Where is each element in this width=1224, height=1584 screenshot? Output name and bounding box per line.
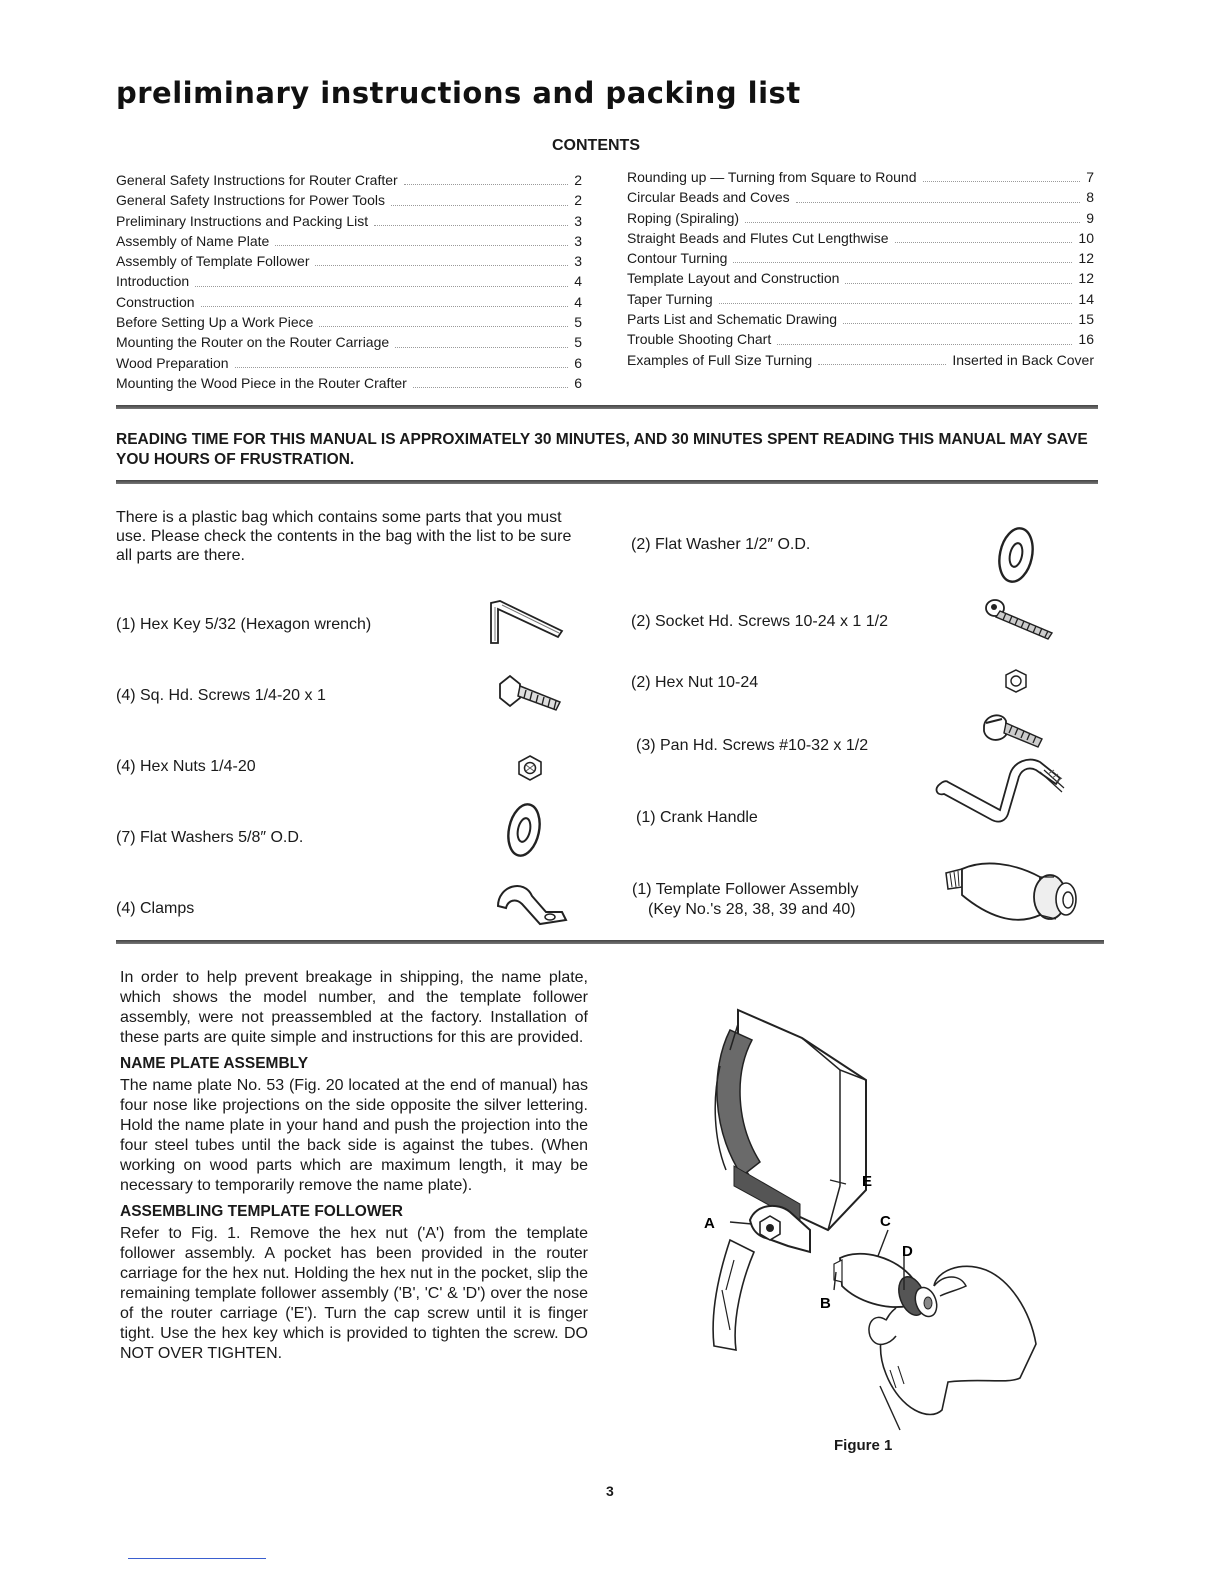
toc-entry	[116, 231, 582, 251]
toc-entry-page: 10	[1078, 229, 1094, 246]
toc-entry	[627, 309, 1094, 329]
toc-leader-dots	[395, 332, 568, 347]
toc-entry-title: Circular Beads and Coves	[627, 189, 790, 206]
toc-leader-dots	[719, 289, 1073, 304]
figure-label-d: D	[902, 1243, 913, 1260]
flat-washer-icon	[994, 525, 1038, 585]
hex-key-icon	[486, 597, 566, 647]
toc-leader-dots	[275, 231, 568, 246]
toc-entry-page: 3	[574, 212, 582, 229]
template-follower-paragraph: Refer to Fig. 1. Remove the hex nut ('A') from the template follower assembly. A pocket has been provided in the router carriage for the hex nut. Holding the hex nut in the pocket, slip the remaining template follower assembly ('B', 'C' & 'D') over the nose of the router carriage ('E'). Turn the cap screw until it is finger tight. Use the hex key which is provided to tighten the screw. DO NOT OVER TIGHTEN.	[120, 1225, 588, 1362]
template-follower-heading: ASSEMBLING TEMPLATE FOLLOWER	[120, 1203, 404, 1220]
toc-entry	[116, 170, 582, 190]
toc-leader-dots	[201, 292, 569, 307]
toc-leader-dots	[843, 309, 1072, 324]
toc-entry	[116, 312, 582, 332]
toc-entry-title: Roping (Spiraling)	[627, 209, 740, 226]
toc-entry	[627, 268, 1094, 288]
toc-entry-page: 2	[574, 192, 582, 209]
toc-entry-title: General Safety Instructions for Power Tools	[116, 192, 385, 209]
toc-leader-dots	[404, 170, 569, 185]
part-hex-nuts: (4) Hex Nuts 1/4-20	[116, 758, 256, 775]
bag-intro-text: There is a plastic bag which contains some parts that you must use. Please check the contents in the bag with the list to be sure all parts are there.	[116, 509, 572, 564]
toc-entry-title: Construction	[116, 293, 195, 310]
toc-entry-title: Contour Turning	[627, 250, 728, 267]
assembly-text-column	[120, 968, 588, 1364]
hex-nut-icon	[1004, 669, 1028, 693]
toc-entry	[627, 350, 1094, 370]
toc-entry	[116, 211, 582, 231]
part-template-follower-label: (1) Template Follower Assembly	[632, 881, 859, 898]
toc-entry-page: 6	[574, 374, 582, 391]
figure-1-illustration	[690, 990, 1070, 1430]
part-crank-handle: (1) Crank Handle	[636, 809, 758, 826]
toc-entry-page: 8	[1086, 189, 1094, 206]
toc-entry-title: Rounding up — Turning from Square to Round	[627, 169, 917, 185]
divider	[116, 480, 1098, 484]
part-pan-head-screws: (3) Pan Hd. Screws #10-32 x 1/2	[636, 737, 869, 754]
footer-line	[128, 1558, 266, 1559]
figure-label-e: E	[862, 1173, 873, 1190]
toc-entry	[116, 332, 582, 352]
toc-entry-title: Assembly of Name Plate	[116, 232, 270, 249]
template-follower-icon	[944, 855, 1084, 935]
toc-entry	[627, 187, 1094, 207]
toc-leader-dots	[895, 228, 1073, 243]
toc-entry-page: 6	[574, 354, 582, 371]
crank-handle-icon	[932, 758, 1068, 834]
socket-head-screw-icon	[984, 597, 1058, 641]
toc-entry	[116, 373, 582, 393]
toc-entry-title: Mounting the Router on the Router Carriage	[116, 334, 390, 351]
pan-head-screw-icon	[980, 709, 1048, 755]
toc-entry-page: 3	[574, 232, 582, 249]
toc-leader-dots	[391, 190, 568, 205]
toc-entry-page: 9	[1086, 209, 1094, 226]
contents-heading: CONTENTS	[552, 137, 640, 154]
figure-label-c: C	[880, 1213, 891, 1230]
part-hex-key: (1) Hex Key 5/32 (Hexagon wrench)	[116, 616, 372, 633]
toc-entry	[116, 292, 582, 312]
part-flat-washers: (7) Flat Washers 5/8″ O.D.	[116, 829, 304, 846]
toc-entry-title: General Safety Instructions for Router Crafter	[116, 172, 398, 188]
toc-entry-page: 4	[574, 273, 582, 290]
toc-leader-dots	[319, 312, 568, 327]
part-hex-nut-10-24: (2) Hex Nut 10-24	[631, 674, 759, 691]
toc-entry-title: Before Setting Up a Work Piece	[116, 314, 314, 331]
toc-entry-title: Taper Turning	[627, 290, 713, 307]
page-number: 3	[606, 1483, 614, 1499]
page-title: preliminary instructions and packing list	[116, 76, 801, 110]
toc-entry-page: 4	[574, 293, 582, 310]
reading-time-notice: READING TIME FOR THIS MANUAL IS APPROXIMATELY 30 MINUTES, AND 30 MINUTES SPENT READING THIS MANUAL MAY SAVE YOU HOURS OF FRUSTRATION.	[116, 431, 1088, 468]
divider	[116, 405, 1098, 409]
toc-entry-page: 12	[1078, 270, 1094, 287]
part-template-follower	[632, 880, 858, 920]
toc-entry	[627, 208, 1094, 228]
toc-entry-title: Introduction	[116, 273, 190, 290]
toc-entry	[627, 329, 1094, 349]
toc-entry-page: 12	[1078, 250, 1094, 267]
name-plate-heading: NAME PLATE ASSEMBLY	[120, 1055, 309, 1072]
toc-leader-dots	[923, 167, 1081, 182]
toc-leader-dots	[413, 373, 568, 388]
toc-entry-page: 2	[574, 172, 582, 188]
toc-entry-page: 14	[1078, 290, 1094, 307]
toc-entry	[116, 353, 582, 373]
toc-entry	[116, 190, 582, 210]
part-square-head-screws: (4) Sq. Hd. Screws 1/4-20 x 1	[116, 687, 326, 704]
toc-entry-page: 16	[1078, 331, 1094, 348]
toc-entry-page: 3	[574, 253, 582, 270]
toc-entry	[627, 167, 1094, 187]
square-head-screw-icon	[496, 670, 566, 712]
toc-entry	[116, 271, 582, 291]
toc-entry-title: Straight Beads and Flutes Cut Lengthwise	[627, 229, 889, 246]
hex-nut-icon	[517, 755, 543, 781]
toc-left-column	[116, 170, 582, 393]
toc-entry-page: 5	[574, 334, 582, 351]
toc-right-column	[627, 167, 1094, 370]
part-flat-washer-half: (2) Flat Washer 1/2″ O.D.	[631, 536, 811, 553]
figure-label-b: B	[820, 1295, 831, 1312]
toc-entry-page: Inserted in Back Cover	[952, 351, 1094, 368]
toc-leader-dots	[195, 271, 568, 286]
toc-entry-title: Assembly of Template Follower	[116, 253, 310, 270]
toc-leader-dots	[374, 211, 568, 226]
toc-entry-title: Parts List and Schematic Drawing	[627, 311, 838, 328]
toc-leader-dots	[796, 187, 1081, 202]
toc-leader-dots	[235, 353, 569, 368]
divider	[116, 940, 1104, 944]
part-clamps: (4) Clamps	[116, 900, 195, 917]
toc-entry-page: 15	[1078, 311, 1094, 328]
figure-caption: Figure 1	[834, 1437, 893, 1454]
toc-entry-page: 7	[1086, 169, 1094, 185]
toc-entry	[116, 251, 582, 271]
toc-entry	[627, 289, 1094, 309]
toc-leader-dots	[745, 208, 1080, 223]
toc-entry-title: Preliminary Instructions and Packing List	[116, 212, 369, 229]
toc-entry-title: Examples of Full Size Turning	[627, 351, 813, 368]
toc-entry-page: 5	[574, 314, 582, 331]
toc-entry	[627, 228, 1094, 248]
toc-entry-title: Mounting the Wood Piece in the Router Crafter	[116, 374, 407, 391]
toc-entry-title: Wood Preparation	[116, 354, 229, 371]
body-intro-paragraph: In order to help prevent breakage in shipping, the name plate, which shows the model number, and the template follower assembly, were not preassembled at the factory. Installation of these parts are quite simple and instructions for this are provided.	[120, 969, 588, 1046]
clamp-icon	[494, 876, 570, 930]
part-socket-head-screws: (2) Socket Hd. Screws 10-24 x 1 1/2	[631, 613, 888, 630]
flat-washer-icon	[504, 801, 544, 859]
toc-entry-title: Template Layout and Construction	[627, 270, 840, 287]
toc-leader-dots	[777, 329, 1072, 344]
figure-label-a: A	[704, 1215, 715, 1232]
toc-entry	[627, 248, 1094, 268]
toc-leader-dots	[845, 268, 1072, 283]
toc-leader-dots	[818, 350, 946, 365]
part-template-follower-keys: (Key No.'s 28, 38, 39 and 40)	[648, 901, 856, 918]
name-plate-paragraph: The name plate No. 53 (Fig. 20 located at the end of manual) has four nose like projections on the side opposite the silver lettering. Hold the name plate in your hand and push the projection into the four steel tubes until the back side is against the tubes. (When working on wood parts which are maximum length, it may be necessary to temporarily remove the name plate).	[120, 1077, 588, 1194]
toc-leader-dots	[315, 251, 568, 266]
toc-entry-title: Trouble Shooting Chart	[627, 331, 772, 348]
toc-leader-dots	[733, 248, 1072, 263]
